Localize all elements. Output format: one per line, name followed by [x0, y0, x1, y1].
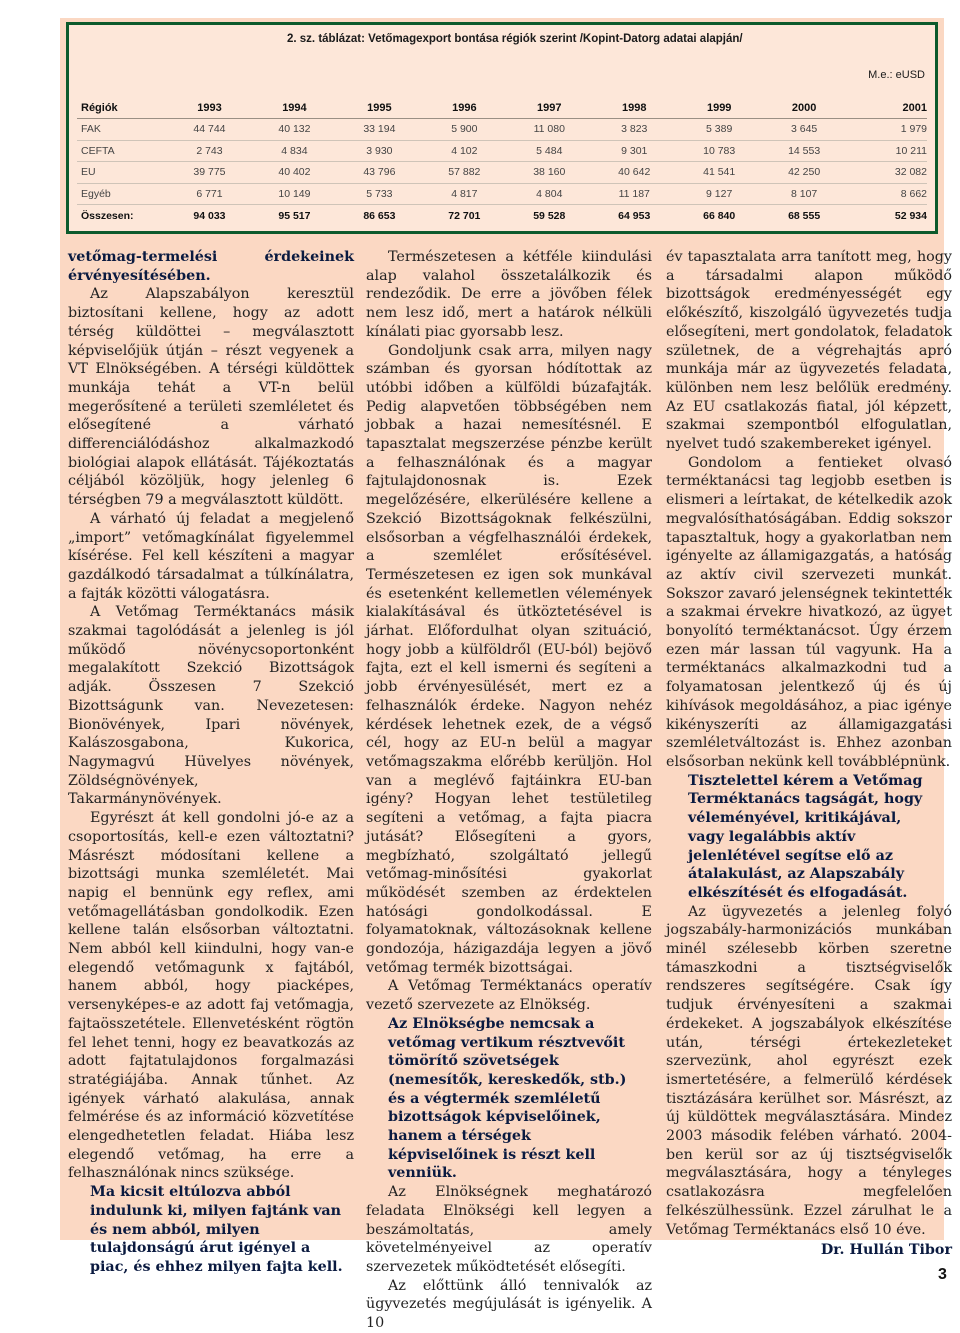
- paragraph: Természetesen a kétféle kiindulási alap valahol összetalálkozik és rendeződik. De erre a jövőben félek nem lesz idő, mert a határok nélküli kínálati piac gyorsabb lesz.: [366, 249, 652, 340]
- table-row: [77, 140, 927, 162]
- highlight-paragraph: Ma kicsit eltúlozva abból indulunk ki, milyen fajtánk van és nem abból, milyen tulajdonságú árut igényel a piac, és ehhez milyen fajta kell.: [90, 1184, 343, 1275]
- header-cell: 2001: [847, 97, 927, 119]
- table-cell: 3 930: [337, 140, 422, 162]
- table-row: [77, 119, 927, 141]
- table-cell: 38 160: [507, 162, 592, 184]
- table-cell: 41 541: [677, 162, 762, 184]
- export-table: [77, 97, 927, 226]
- table-cell: 39 775: [167, 162, 252, 184]
- table-cell: 57 882: [422, 162, 507, 184]
- table-cell: 5 389: [677, 119, 762, 141]
- table-cell: 10 149: [252, 183, 337, 205]
- article-column-3: [666, 248, 952, 1260]
- article-column-2: [366, 248, 652, 1333]
- table-cell: 9 301: [592, 140, 677, 162]
- table-cell: 72 701: [448, 209, 481, 222]
- table-cell: 33 194: [337, 119, 422, 141]
- paragraph: Egyrészt át kell gondolni jó-e az a csoportosítás, kell-e ezen változtatni? Másrészt módosítani kellene a bizottsági munka szemléletét. Mai napig el bennünk egy reflex, ami vetőmagellátásban gondolkodik. Ezen kellene talán elsősorban változtatni. Nem abból kell kiindulni, hogy van-e elegendő vetőmagunk x fajtából, hanem abból, hogy piacképes, versenyképes-e az adott faj vetőmagja, fajtaösszetétele. Ellenvetésként rögtön fel lehet tenni, hogy ez beavatkozás az adott fajtatulajdonos forgalmazási stratégiájába. Annak tűnhet. Az igények várható alakulása, annak felmérése és az információ közvetítése elengedhetetlen feladat. Hiába lesz elegendő vetőmag, ha erre a felhasználónak nincs szüksége.: [68, 810, 354, 1182]
- paragraph: Az Alapszabályon keresztül biztosítani kellene, hogy az adott térség küldöttei – megválasztott képviselőjük útján – részt vegyenek a VT Elnökségében. A térségi küldöttek munkája tehát a VT-n belül megerősítené a területi szemléletet és elősegítené a várható differenciálódáshoz alkalmazkodó biológiai alapok ellátását. Tájékoztatás céljából közöljük, hogy jelenleg 6 térségben 79 a megválasztott küldött.: [68, 286, 354, 509]
- header-cell: 1999: [677, 97, 762, 119]
- paragraph: A várható új feladat a megjelenő „import” vetőmagkínálat figyelemmel kísérése. Fel kell készíteni a magyar gazdálkodó társadalmat a túlkínálatra, a fajták közötti válogatásra.: [68, 510, 354, 602]
- paragraph: Az Elnökségnek meghatározó feladata Elnökségi kell legyen a beszámoltatás, amely követelményeivel az operatív szervezetek működtetését elősegíti.: [366, 1184, 652, 1275]
- article-column-1: [68, 248, 354, 1277]
- table-cell: 4 102: [422, 140, 507, 162]
- paragraph: A Vetőmag Terméktanács operatív vezető szervezete az Elnökség.: [366, 978, 652, 1014]
- page-number: 3: [938, 1266, 947, 1283]
- table-cell: 5 733: [337, 183, 422, 205]
- table-cell: 3 823: [592, 119, 677, 141]
- table-cell: Egyéb: [77, 183, 167, 205]
- paragraph: Gondoljunk csak arra, milyen nagy számban és gyorsan hódítottak az utóbbi időben a külföldi búzafajták. Pedig alapvetően többségében nem jobbak a hazai nemesítésnél. E tapasztalat megszerzése pénzbe került a felhasználónak és a magyar fajtulajdonosnak is. Ezek megelőzésére, elkerülésére kellene a Szekció Bizottságoknak felkészülni, elsősorban a végfelhasználói érdekek, a szemlélet erősítésével. Természetesen ez igen sok munkával és esetenként kellemetlen vélemények kialakításával és ütköztetésével is járhat. Előfordulhat olyan szituáció, hogy jobb a külföldről (EU-ból) bejövő fajta, ezt el kell ismerni és segíteni a jobb érvényesülését, mert ez a felhasználók érdeke. Nagyon nehéz kérdések lehetnek ezek, de a végső cél, hogy az EU-n belül a magyar vetőmagszakma előrébb kerüljön. Hol van a meglévő fajtáinkra EU-ban igény? Hogyan lehet testületileg segíteni a vetőmag, a fajta piacra jutását? Elősegíteni a gyors, megbízható, szolgáltató jellegű vetőmag-minősítési gyakorlat működését szemben az érdektelen hatósági gondolkodással. E folyamatoknak, változásoknak kellene gondozója, házigazdája legyen a jövő vetőmag termék bizottságai.: [366, 342, 652, 976]
- table-cell: 86 653: [363, 209, 396, 222]
- author-signature: Dr. Hullán Tibor: [820, 1242, 952, 1259]
- table-cell: 59 528: [533, 209, 566, 222]
- table-cell: 64 953: [618, 209, 651, 222]
- table-row: [77, 162, 927, 184]
- table-cell: 3 645: [762, 119, 847, 141]
- table-header-row: [77, 97, 927, 119]
- table-cell: 40 402: [252, 162, 337, 184]
- table-cell: 4 804: [507, 183, 592, 205]
- table-cell: EU: [77, 162, 167, 184]
- table-cell: 4 834: [252, 140, 337, 162]
- table-cell: 44 744: [167, 119, 252, 141]
- header-cell: Régiók: [77, 97, 167, 119]
- header-cell: 1995: [337, 97, 422, 119]
- table-cell: 66 840: [703, 209, 736, 222]
- table-unit: M.e.: eUSD: [868, 69, 925, 81]
- table-cell: 94 033: [193, 209, 226, 222]
- paragraph: Az ügyvezetés a jelenleg folyó jogszabály-harmonizációs munkában minél szélesebb körben szeretne támaszkodni a tisztségviselők rendszeres segítségére. Csak így tudjuk érvényesíteni a szakmai érdekeket. A jogszabályok elkészítése után, térségi értekezleteket szervezünk, ahol egyrészt ezek ismertetésére, a felmerülő kérdések tisztázására kerülhet sor. Másrészt, az új küldöttek megválasztására. Mindez 2003 második felében várható. 2004-ben kerül sor az új tisztségviselők megválasztására, hogy a tényleges csatlakozásra megfelelően felkészülhessünk. Ezzel zárulhat le a Vetőmag Terméktanács első 10 éve.: [666, 903, 952, 1238]
- table-cell: 10 783: [677, 140, 762, 162]
- header-cell: 1993: [167, 97, 252, 119]
- header-cell: 2000: [762, 97, 847, 119]
- table-cell: 95 517: [278, 209, 311, 222]
- header-cell: 1996: [422, 97, 507, 119]
- table-cell: 6 771: [167, 183, 252, 205]
- table-cell: 1 979: [847, 119, 927, 141]
- paragraph: Gondolom a fentieket olvasó terméktanácsi tag legjobb esetben is elismeri a leírtakat, de kételkedik azok megvalósíthatóságában. Eddig sokszor tapasztaltuk, hogy a gyakorlatban nem igényelte az államigazgatás, a hatóság az aktív civil szervezeti munkát. Sokszor zavaró jelenségnek tekintették a szakmai érvekre hivatkozó, az ügyet bonyolító terméktanácsot. Úgy érzem ezen már lassan túl vagyunk. Ha a terméktanács alkalmazkodni tud a folyamatosan jelentkező új és új kihívások megoldásához, a piac igénye kikényszeríti az államigazgatási szemléletváltozást is. Ehhez azonban elsősorban nekünk kell továbblépnünk.: [666, 454, 952, 770]
- table-cell: 40 642: [592, 162, 677, 184]
- table-cell: 9 127: [677, 183, 762, 205]
- table-cell: 5 900: [422, 119, 507, 141]
- table-cell: CEFTA: [77, 140, 167, 162]
- paragraph: Az előttünk álló tennivalók az ügyvezetés megújulását is igényelik. A 10: [366, 1277, 652, 1332]
- header-cell: 1997: [507, 97, 592, 119]
- paragraph: év tapasztalata arra tanított meg, hogy a társadalmi alapon működő bizottságok eredményességét egy előkészítő, kiszolgáló ügyvezetés tudja elősegíteni, mert gondolatok, feladatok születnek, de a végrehajtás apró munkája már az ügyvezetés feladata, különben nem lesz belőlük eredmény. Az EU csatlakozás fiatal, jól képzett, szakmai szempontból elfogulatlan, nyelvet tudó szakembereket igényel.: [666, 249, 952, 453]
- table-cell: 68 555: [788, 209, 821, 222]
- table-total-row: [77, 205, 927, 227]
- table-cell: 42 250: [762, 162, 847, 184]
- table-cell: 52 934: [894, 209, 927, 222]
- table-cell: 14 553: [762, 140, 847, 162]
- highlight-paragraph: Tisztelettel kérem a Vetőmag Terméktanács tagságát, hogy véleményével, kritikájával, vagy legalábbis aktív jelenlétével segítse elő az átalakulást, az Alapszabály elkészítését és elfogadását.: [688, 772, 923, 901]
- table-cell: 5 484: [507, 140, 592, 162]
- table-cell: 43 796: [337, 162, 422, 184]
- lead-bold-text: vetőmag-termelési érdekeinek érvényesítésében.: [68, 249, 354, 284]
- table-cell: 2 743: [167, 140, 252, 162]
- table-row: [77, 183, 927, 205]
- table-cell: FAK: [77, 119, 167, 141]
- table-title: 2. sz. táblázat: Vetőmagexport bontása régiók szerint /Kopint-Datorg adatai alapján/: [287, 33, 743, 45]
- table-cell: 8 662: [847, 183, 927, 205]
- header-cell: 1998: [592, 97, 677, 119]
- table-cell: 4 817: [422, 183, 507, 205]
- table-cell: 32 082: [847, 162, 927, 184]
- table-cell: 8 107: [762, 183, 847, 205]
- table-cell: 10 211: [847, 140, 927, 162]
- export-table-panel: [66, 22, 938, 234]
- table-cell: Összesen:: [81, 209, 134, 222]
- table-cell: 11 080: [507, 119, 592, 141]
- highlight-paragraph: Az Elnökségbe nemcsak a vetőmag vertikum résztvevőit tömörítő szövetségek (nemesítők, kereskedők, stb.) és a végtermék szemléletű bizottságok képviselőinek, hanem a térségek képviselőinek is részt kell venniük.: [388, 1015, 627, 1182]
- table-cell: 11 187: [592, 183, 677, 205]
- paragraph: A Vetőmag Terméktanács másik szakmai tagolódását a jelenleg is jól működő növénycsoportonként megalakított Szekció Bizottságok adják. Összesen 7 Szekció Bizottságunk van. Nevezetesen: Bionövények, Ipari növények, Kalászosgabona, Kukorica, Nagymagvú Hüvelyes növények, Zöldségnövények, Takarmánynövények.: [68, 604, 354, 808]
- table-cell: 40 132: [252, 119, 337, 141]
- header-cell: 1994: [252, 97, 337, 119]
